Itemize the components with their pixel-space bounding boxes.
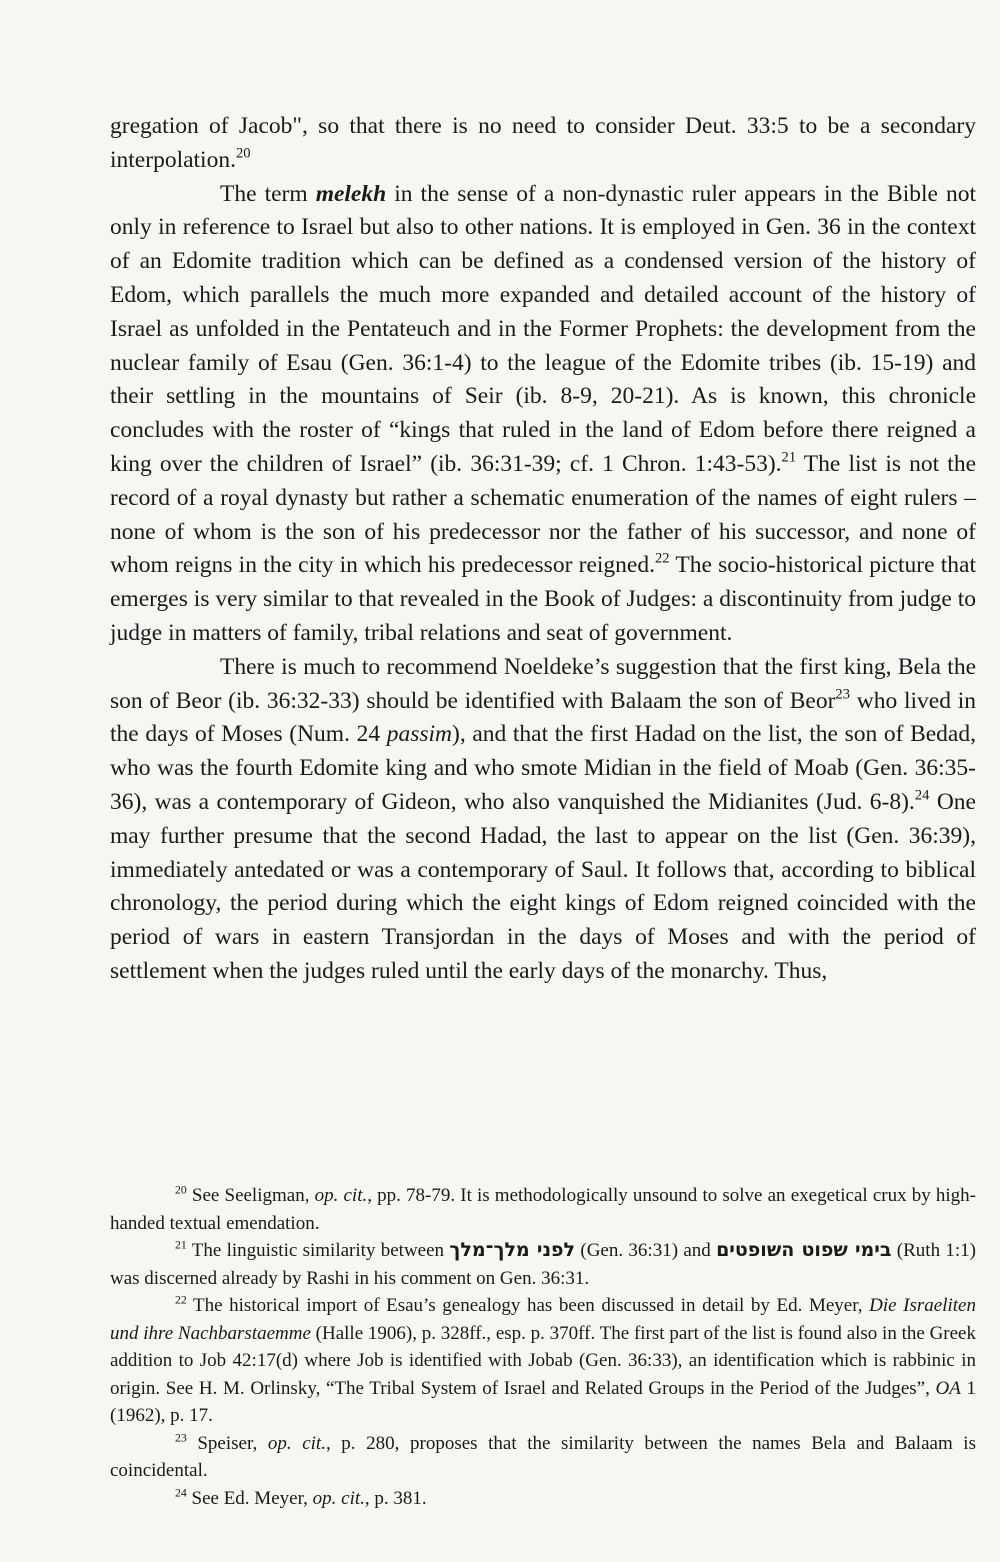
paragraph-2-text: The list is not the record of a royal dynasty but rather a schematic enumeration of the names of eight rulers – none of whom is the son of his predecessor nor the father of his successor, and none of whom reigns in the city in which his predecessor reigned. bbox=[110, 450, 976, 579]
paragraph-3-text: There is much to recommend Noeldeke’s suggestion that the first king, Bela the son of Beor (ib. 36:32-33) should be identified with Balaam the son of Beor bbox=[110, 653, 976, 714]
footnote-text: 1 (1962), p. 17. bbox=[110, 1377, 976, 1426]
footnote-citation: Die Israeliten und ihre Nachbarstaemme bbox=[110, 1295, 976, 1344]
footnote-number: 23 bbox=[175, 1430, 187, 1444]
paragraph-3-text: ), and that the first Hadad on the list, the son of Bedad, who was the fourth Edomite king and who smote Midian in the field of Moab (Gen. 36:35-36), was a contemporary of Gideon, who also vanquished the Midianites (Jud. 6-8). bbox=[110, 721, 976, 815]
footnote-21 bbox=[110, 1237, 976, 1292]
footnote-ref-24: 24 bbox=[914, 787, 930, 804]
term-melekh: melekh bbox=[315, 180, 387, 207]
footnote-text: See Seeligman, bbox=[191, 1185, 315, 1206]
footnote-text: , p. 280, proposes that the similarity between the names Bela and Balaam is coincidental. bbox=[110, 1432, 976, 1481]
footnote-text: , pp. 78-79. It is methodologically unsound to solve an exegetical crux by high-handed textual emendation. bbox=[110, 1185, 976, 1234]
footnote-text: See Ed. Meyer, bbox=[191, 1487, 313, 1509]
footnote-24 bbox=[110, 1485, 976, 1513]
footnote-ref-23: 23 bbox=[835, 686, 850, 703]
footnote-23 bbox=[110, 1430, 976, 1485]
footnote-text: The historical import of Esau’s genealogy has been discussed in detail by Ed. Meyer, bbox=[193, 1295, 870, 1316]
footnotes bbox=[110, 1182, 976, 1512]
paragraph-3-text: who lived in the days of Moses (Num. 24 bbox=[110, 687, 976, 748]
footnote-ref-22: 22 bbox=[654, 550, 670, 567]
footnote-number: 24 bbox=[175, 1485, 187, 1499]
footnote-20 bbox=[110, 1182, 976, 1237]
footnote-text: Speiser, bbox=[197, 1432, 268, 1454]
paragraph-1-text: gregation of Jacob", so that there is no need to consider Deut. 33:5 to be a secondary interpolation. bbox=[110, 113, 976, 173]
paragraph-2-text: in the sense of a non-dynastic ruler appears in the Bible not only in reference to Israel but also to other nations. It is employed in Gen. 36 in the context of an Edomite tradition which can be defined as a condensed version of the history of Edom, which parallels the much more expanded and detailed account of the history of Israel as unfolded in the Pentateuch and in the Former Prophets: the development from the nuclear family of Esau (Gen. 36:1-4) to the league of the Edomite tribes (ib. 15-19) and their settling in the mountains of Seir (ib. 8-9, 20-21). As is known, this chronicle concludes with the roster of “kings that ruled in the land of Edom before there reigned a king over the children of Israel” (ib. 36:31-39; cf. 1 Chron. 1:43-53). bbox=[110, 180, 976, 477]
paragraph-2 bbox=[110, 178, 976, 651]
footnote-text: (Gen. 36:31) and bbox=[575, 1240, 717, 1261]
footnote-citation: op. cit. bbox=[314, 1185, 368, 1206]
term-passim: passim bbox=[386, 721, 453, 748]
footnote-citation: op. cit. bbox=[312, 1487, 365, 1509]
hebrew-phrase: בימי שפוט השופטים bbox=[716, 1239, 892, 1261]
paragraph-2-text: The term bbox=[220, 180, 316, 207]
footnote-number: 20 bbox=[175, 1183, 187, 1197]
footnote-text: , p. 381. bbox=[364, 1487, 427, 1509]
footnote-number: 22 bbox=[175, 1293, 187, 1307]
footnote-citation: op. cit. bbox=[267, 1432, 326, 1454]
footnote-22 bbox=[110, 1292, 976, 1430]
footnote-number: 21 bbox=[175, 1238, 187, 1252]
footnote-text: (Ruth 1:1) was discerned already by Rashi in his comment on Gen. 36:31. bbox=[110, 1240, 977, 1289]
main-text bbox=[110, 110, 976, 989]
footnote-text: The linguistic similarity between bbox=[191, 1240, 450, 1261]
paragraph-1 bbox=[110, 110, 976, 178]
footnote-citation: OA bbox=[935, 1377, 961, 1399]
paragraph-3 bbox=[110, 651, 976, 989]
footnote-ref-21: 21 bbox=[781, 449, 797, 466]
paragraph-3-text: One may further presume that the second Hadad, the last to appear on the list (Gen. 36:39), immediately antedated or was a contemporary of Saul. It follows that, according to biblical chronology, the period during which the eight kings of Edom reigned coincided with the period of wars in eastern Transjordan in the days of Moses and with the period of settlement when the judges ruled until the early days of the monarchy. Thus, bbox=[110, 788, 976, 984]
hebrew-phrase: לפני מלך־מלך bbox=[449, 1239, 576, 1261]
footnote-text: (Halle 1906), p. 328ff., esp. p. 370ff. The first part of the list is found also in the Greek addition to Job 42:17(d) where Job is identified with Jobab (Gen. 36:33), an identification which is rabbinic in origin. See H. M. Orlinsky, “The Tribal System of Israel and Related Groups in the Period of the Judges”, bbox=[110, 1322, 976, 1399]
paragraph-2-text: The socio-historical picture that emerges is very similar to that revealed in the Book of Judges: a discontinuity from judge to judge in matters of family, tribal relations and seat of government. bbox=[110, 552, 976, 646]
footnote-ref-20: 20 bbox=[235, 145, 251, 162]
